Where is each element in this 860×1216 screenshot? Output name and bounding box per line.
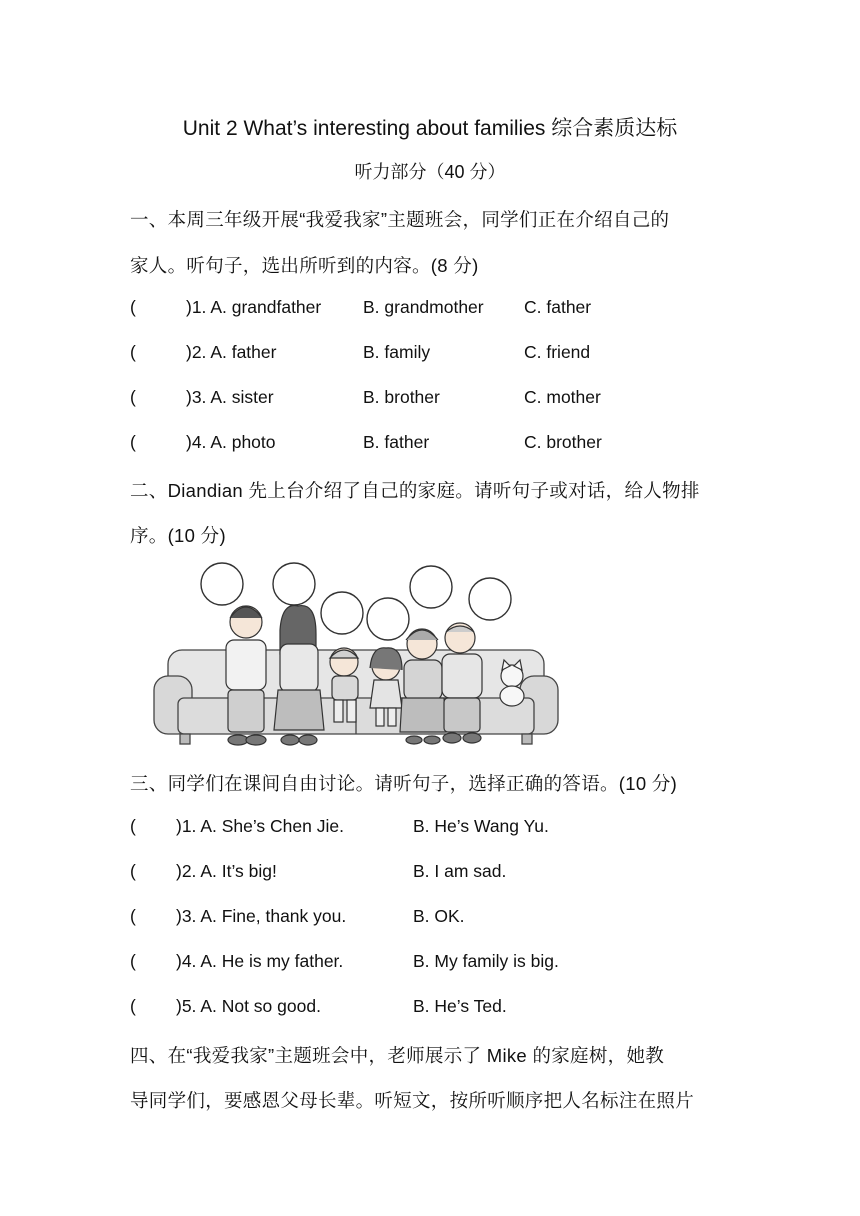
family-sofa-illustration (150, 558, 562, 754)
question-option-b: B. He’s Wang Yu. (413, 816, 549, 836)
section4-instruction-line1: 四、在“我爱我家”主题班会中，老师展示了 Mike 的家庭树，她教 (130, 1045, 665, 1066)
section2-instruction-line2: 序。(10 分) (130, 525, 226, 546)
question-option-b: B. family (363, 342, 431, 362)
father-figure (226, 606, 266, 745)
answer-circle (201, 563, 243, 605)
answer-circle (367, 598, 409, 640)
question-option-b: B. OK. (413, 906, 465, 926)
question-option-a: )4. A. He is my father. (176, 951, 344, 971)
question-option-c: C. mother (524, 387, 601, 407)
question-option-a: )2. A. father (186, 342, 277, 362)
question-option-b: B. I am sad. (413, 861, 507, 881)
question-option-b: B. brother (363, 387, 440, 407)
page-subtitle: 听力部分（40 分） (354, 162, 506, 182)
answer-circle (273, 563, 315, 605)
section1-instruction-line2: 家人。听句子，选出所听到的内容。(8 分) (130, 255, 479, 276)
question-option-b: B. grandmother (363, 297, 484, 317)
section3-instruction: 三、同学们在课间自由讨论。请听句子，选择正确的答语。(10 分) (130, 773, 678, 794)
answer-paren: ( (130, 996, 136, 1016)
question-option-a: )3. A. Fine, thank you. (176, 906, 347, 926)
question-option-a: )5. A. Not so good. (176, 996, 321, 1016)
answer-paren: ( (130, 816, 136, 836)
question-option-a: )3. A. sister (186, 387, 274, 407)
answer-paren: ( (130, 297, 136, 317)
question-option-b: B. He’s Ted. (413, 996, 507, 1016)
question-option-a: )1. A. grandfather (186, 297, 322, 317)
section1-instruction-line1: 一、本周三年级开展“我爱我家”主题班会，同学们正在介绍自己的 (130, 209, 670, 230)
answer-circle (410, 566, 452, 608)
grandmother-figure (400, 629, 446, 744)
answer-circle (321, 592, 363, 634)
grandfather-figure (442, 623, 482, 743)
question-option-a: )2. A. It’s big! (176, 861, 277, 881)
section2-instruction-line1: 二、Diandian 先上台介绍了自己的家庭。请听句子或对话，给人物排 (130, 480, 700, 501)
question-option-b: B. My family is big. (413, 951, 559, 971)
answer-paren: ( (130, 432, 136, 452)
answer-paren: ( (130, 906, 136, 926)
cat-figure (500, 660, 524, 706)
section4-instruction-line2: 导同学们，要感恩父母长辈。听短文，按所听顺序把人名标注在照片 (130, 1090, 695, 1111)
answer-paren: ( (130, 387, 136, 407)
question-option-c: C. friend (524, 342, 591, 362)
answer-paren: ( (130, 861, 136, 881)
question-option-c: C. father (524, 297, 592, 317)
page-title: Unit 2 What’s interesting about families 综合素质达标 (182, 117, 678, 140)
answer-paren: ( (130, 342, 136, 362)
mother-figure (274, 606, 324, 746)
question-option-b: B. father (363, 432, 430, 452)
answer-circle (469, 578, 511, 620)
question-option-c: C. brother (524, 432, 602, 452)
question-option-a: )1. A. She’s Chen Jie. (176, 816, 344, 836)
question-option-a: )4. A. photo (186, 432, 276, 452)
answer-paren: ( (130, 951, 136, 971)
